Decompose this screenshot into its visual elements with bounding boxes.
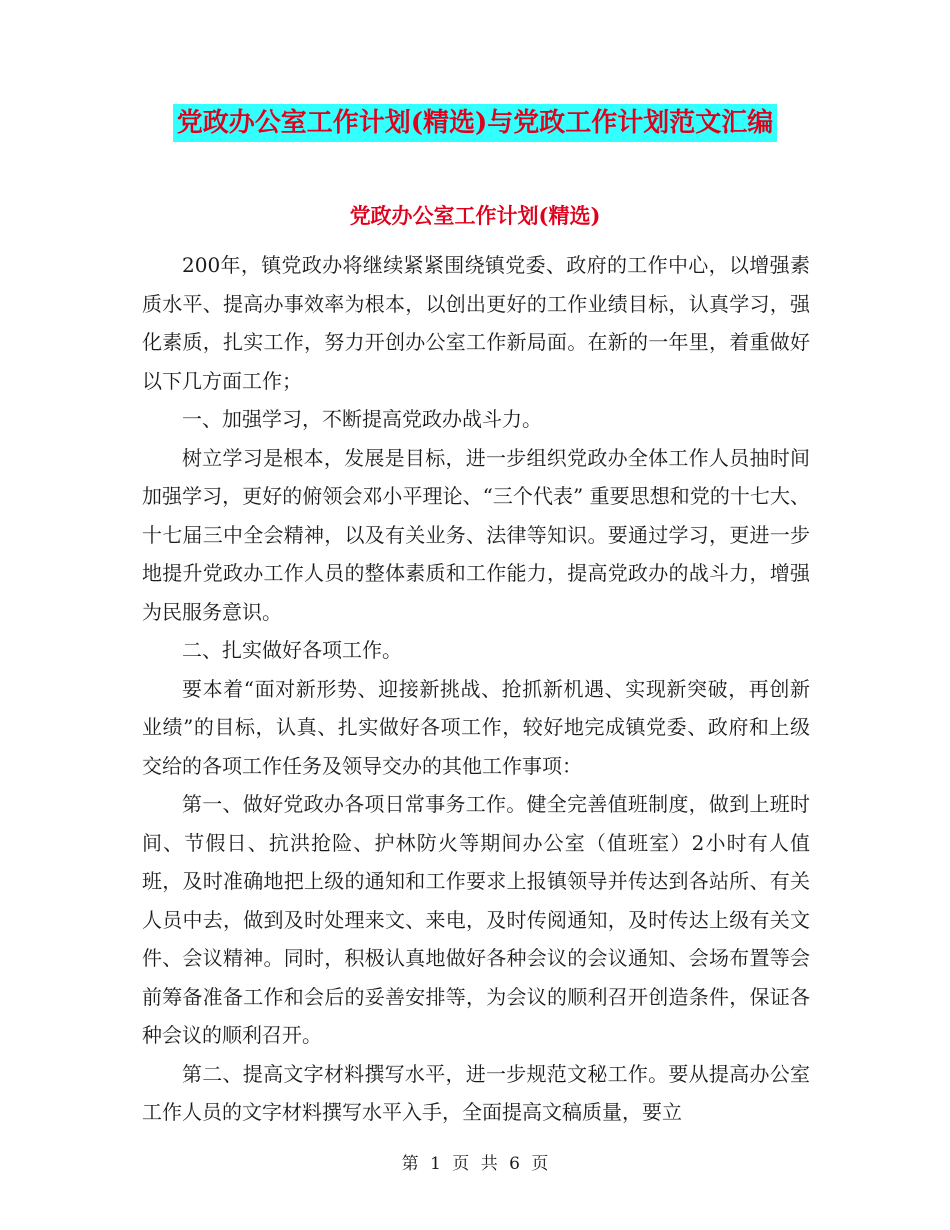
paragraph-writing: 第二、提高文字材料撰写水平，进一步规范文秘工作。要从提高办公室工作人员的文字材料撰写水平入手，全面提高文稿质量，要立 xyxy=(142,1061,810,1124)
document-body xyxy=(142,246,810,1132)
paragraph-goals: 要本着“面对新形势、迎接新挑战、抢抓新机遇、实现新突破，再创新业绩”的目标，认真、扎实做好各项工作，较好地完成镇党委、政府和上级交给的各项工作任务及领导交办的其他工作事项： xyxy=(142,676,810,778)
section-title: 党政办公室工作计划(精选) xyxy=(349,203,601,228)
page-footer: 第 1 页 共 6 页 xyxy=(401,1154,549,1174)
paragraph-heading-1: 一、加强学习，不断提高党政办战斗力。 xyxy=(182,407,542,431)
document-title-container xyxy=(0,104,950,142)
paragraph-study: 树立学习是根本，发展是目标，进一步组织党政办全体工作人员抽时间加强学习，更好的俯领会邓小平理论、“三个代表” 重要思想和党的十七大、十七届三中全会精神，以及有关业务、法律等知识。要通过学习，更进一步地提升党政办工作人员的整体素质和工作能力，提高党政办的战斗力，增强为民服务意识。 xyxy=(142,445,810,624)
document-title: 党政办公室工作计划(精选)与党政工作计划范文汇编 xyxy=(173,104,778,142)
paragraph-daily-affairs: 第一、做好党政办各项日常事务工作。健全完善值班制度，做到上班时间、节假日、抗洪抢险、护林防火等期间办公室（值班室）2小时有人值班，及时准确地把上级的通知和工作要求上报镇领导并传达到各站所、有关人员中去，做到及时处理来文、来电，及时传阅通知，及时传达上级有关文件、会议精神。同时，积极认真地做好各种会议的会议通知、会场布置等会前筹备准备工作和会后的妥善安排等，为会议的顺利召开创造条件，保证各种会议的顺利召开。 xyxy=(142,792,810,1047)
paragraph-heading-2: 二、扎实做好各项工作。 xyxy=(182,638,402,662)
paragraph-intro: 200年，镇党政办将继续紧紧围绕镇党委、政府的工作中心，以增强素质水平、提高办事效率为根本，以创出更好的工作业绩目标，认真学习，强化素质，扎实工作，努力开创办公室工作新局面。在新的一年里，着重做好以下几方面工作； xyxy=(142,253,810,393)
